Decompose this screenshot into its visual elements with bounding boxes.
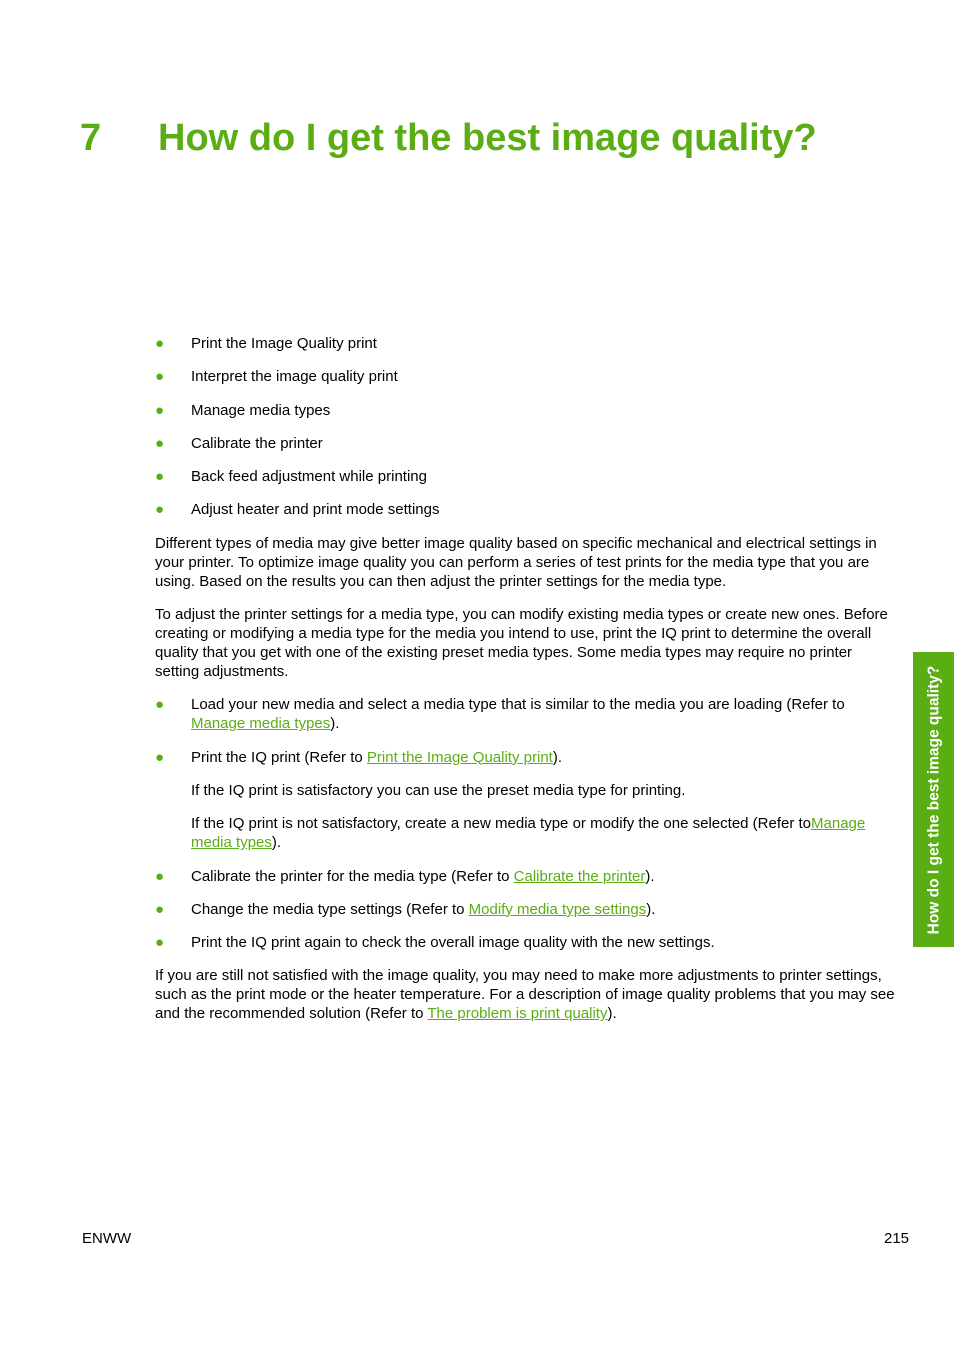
list-item-text: Calibrate the printer xyxy=(191,434,323,452)
main-content xyxy=(155,334,895,1038)
chapter-title xyxy=(80,114,817,162)
list-item xyxy=(155,500,895,519)
list-item-text: Manage media types xyxy=(191,401,331,419)
step-text-after: ). xyxy=(645,867,655,885)
closing-text: If you are still not satisfied with the image quality, you may need to make more adjustments to printer settings, such as the print mode or the heater temperature. For a description of image quality problems that you may see and the recommended solution (Refer to xyxy=(155,967,895,1023)
link-manage-media-types-2[interactable]: Manage media types xyxy=(191,815,866,852)
paragraph-media-types: Different types of media may give better image quality based on specific mechanical and electrical settings in your printer. To optimize image quality you can perform a series of test prints for the media type that you are using. Based on the results you can then adjust the printer settings for the media type. xyxy=(155,534,877,590)
step-text-after: ). xyxy=(552,748,562,766)
list-item xyxy=(155,334,895,353)
bullet-icon: ● xyxy=(155,501,165,519)
bullet-icon: ● xyxy=(155,434,165,452)
list-item xyxy=(155,401,895,420)
bullet-icon: ● xyxy=(155,934,165,952)
paragraph-closing xyxy=(155,966,895,1023)
step-text: Print the IQ print again to check the overall image quality with the new settings. xyxy=(191,934,715,952)
list-item xyxy=(155,367,895,386)
step-text-after: ). xyxy=(646,900,656,918)
link-print-image-quality-print[interactable]: Print the Image Quality print xyxy=(366,748,553,766)
step-text: If the IQ print is not satisfactory, create a new media type or modify the one selected (Refer to xyxy=(191,815,812,833)
step-text-after: ). xyxy=(271,834,282,852)
side-tab-label: How do I get the best image quality? xyxy=(925,665,942,934)
chapter-number: 7 xyxy=(80,117,102,159)
step-text-after: ). xyxy=(330,715,340,733)
step-print-again xyxy=(155,933,895,952)
step-text: Print the IQ print (Refer to xyxy=(191,748,367,766)
intro-list xyxy=(155,334,895,519)
list-item-text: Back feed adjustment while printing xyxy=(191,468,427,486)
step-text: Change the media type settings (Refer to xyxy=(191,900,469,918)
chapter-side-tab xyxy=(913,652,954,947)
step-load-media xyxy=(155,695,895,733)
chapter-title-text: How do I get the best image quality? xyxy=(158,117,817,159)
list-item-text: Adjust heater and print mode settings xyxy=(191,501,440,519)
footer-label: ENWW xyxy=(82,1230,132,1247)
list-item xyxy=(155,434,895,453)
closing-text-after: ). xyxy=(607,1005,617,1023)
link-calibrate-the-printer[interactable]: Calibrate the printer xyxy=(513,867,646,885)
step-sub-not-satisfactory xyxy=(191,814,895,852)
bullet-icon: ● xyxy=(155,900,165,918)
page-number: 215 xyxy=(884,1230,910,1247)
step-text: Calibrate the printer for the media type (Refer to xyxy=(191,867,514,885)
list-item-text: Interpret the image quality print xyxy=(191,368,398,386)
bullet-icon: ● xyxy=(155,335,165,352)
step-sub-satisfactory: If the IQ print is satisfactory you can use the preset media type for printing. xyxy=(191,781,686,799)
paragraph-adjust-settings: To adjust the printer settings for a media type, you can modify existing media types or create new ones. Before creating or modifying a media type for the media you intend to use, print the IQ print to determine the overall quality that you get with one of the existing preset media types. Some media types may require no printer setting adjustments. xyxy=(155,606,888,681)
bullet-icon: ● xyxy=(155,468,165,486)
link-modify-media-type-settings[interactable]: Modify media type settings xyxy=(468,900,647,918)
bullet-icon: ● xyxy=(155,401,165,419)
step-text: Load your new media and select a media type that is similar to the media you are loading (Refer to xyxy=(191,696,845,714)
list-item-text: Print the Image Quality print xyxy=(191,335,377,352)
step-calibrate xyxy=(155,867,895,886)
link-problem-is-print-quality[interactable]: The problem is print quality xyxy=(427,1005,608,1023)
step-print-iq xyxy=(155,748,895,853)
link-manage-media-types[interactable]: Manage media types xyxy=(191,715,331,733)
bullet-icon: ● xyxy=(155,696,165,714)
bullet-icon: ● xyxy=(155,748,165,766)
steps-list xyxy=(155,695,895,952)
bullet-icon: ● xyxy=(155,867,165,885)
step-change-settings xyxy=(155,900,895,919)
bullet-icon: ● xyxy=(155,368,165,386)
list-item xyxy=(155,467,895,486)
